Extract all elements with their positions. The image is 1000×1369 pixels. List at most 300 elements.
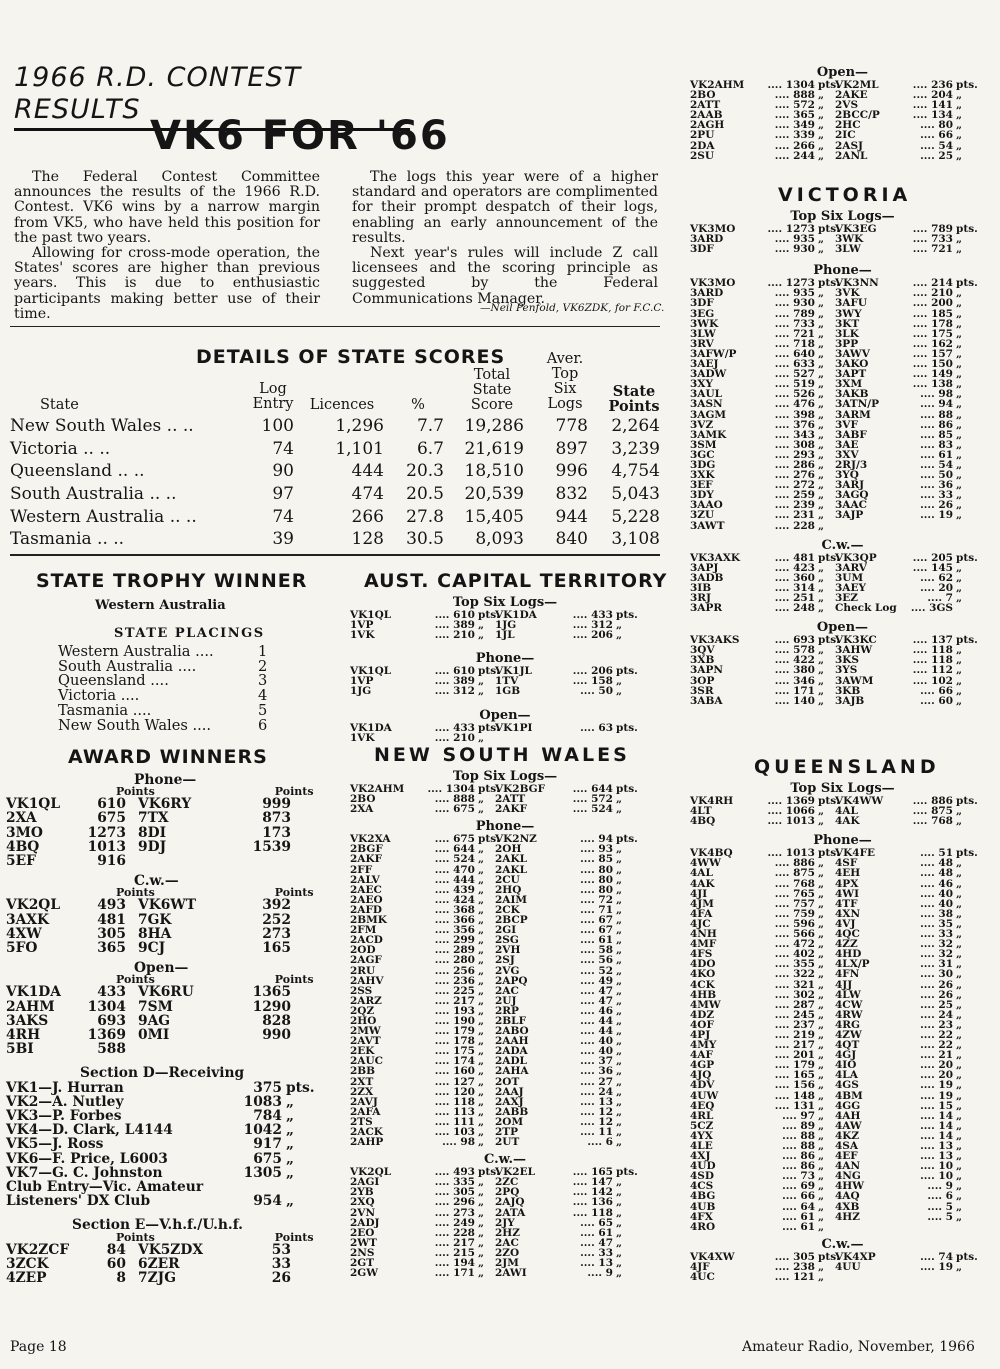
result-row xyxy=(690,603,995,613)
score: .... 118 xyxy=(572,1206,613,1219)
award-points: 990 xyxy=(262,1027,291,1044)
score: .... 118 xyxy=(434,1095,475,1108)
state-points: 4,754 xyxy=(611,461,660,482)
call-sign: 4OF xyxy=(690,1018,714,1031)
unit: „ xyxy=(818,602,825,615)
score: .... 26 xyxy=(920,499,953,512)
score: .... 10 xyxy=(920,1170,953,1183)
score: .... 171 xyxy=(774,684,815,697)
placing-state: Tasmania .... xyxy=(58,701,152,719)
unit: „ xyxy=(818,1140,825,1152)
call-sign: 4FX xyxy=(690,1210,713,1223)
call-sign: 4HD xyxy=(835,948,862,961)
unit: „ xyxy=(818,1150,825,1163)
award-call: 4BQ xyxy=(6,838,40,855)
receiving-points: 675 xyxy=(253,1150,282,1167)
average-top-six: 944 xyxy=(555,506,588,527)
unit: „ xyxy=(818,479,825,492)
call-sign: 4IO xyxy=(835,1059,857,1072)
call-sign: 2ABO xyxy=(495,1025,529,1038)
unit: „ xyxy=(616,1045,623,1058)
score: .... 305 xyxy=(774,1250,815,1263)
score: .... 238 xyxy=(774,1260,815,1273)
receiving-points: 375 xyxy=(253,1079,282,1096)
score: .... 236 xyxy=(434,974,475,987)
total-score: 15,405 xyxy=(464,506,524,527)
state-row xyxy=(10,438,660,461)
score: .... 245 xyxy=(774,1008,815,1021)
score: .... 19 xyxy=(920,1089,953,1102)
receiving-name: VK2—A. Nutley xyxy=(6,1093,124,1110)
score: .... 19 xyxy=(920,1260,953,1273)
call-sign: 4FN xyxy=(835,968,860,981)
score: .... 193 xyxy=(434,1004,475,1017)
award-points: 365 xyxy=(97,940,126,957)
col-header-licences: Licences xyxy=(309,397,375,413)
score: .... 6 xyxy=(587,1136,613,1149)
unit: „ xyxy=(956,857,963,870)
unit: „ xyxy=(616,893,623,906)
score: .... 25 xyxy=(920,998,953,1011)
score: .... 88 xyxy=(782,1140,815,1152)
unit: „ xyxy=(818,1210,825,1223)
score: .... 26 xyxy=(920,978,953,991)
unit: „ xyxy=(616,1075,623,1088)
score: .... 175 xyxy=(912,327,953,340)
result-row xyxy=(350,1137,660,1147)
award-points xyxy=(181,1042,291,1056)
call-sign: VK2QL xyxy=(350,1166,392,1179)
call-sign: VK2AHM xyxy=(690,79,745,91)
unit: „ xyxy=(478,934,485,947)
unit: „ xyxy=(956,317,963,330)
placing-state: Queensland .... xyxy=(58,672,169,690)
receiving-points: 784 xyxy=(253,1108,282,1125)
call-sign: 4NH xyxy=(690,928,717,941)
unit: „ xyxy=(818,1220,825,1233)
unit: „ xyxy=(818,519,825,532)
score: .... 244 xyxy=(774,149,815,162)
call-sign: 3KB xyxy=(835,684,861,697)
score: .... 94 xyxy=(580,833,613,846)
points-label: Points xyxy=(116,973,155,987)
score: .... 286 xyxy=(774,458,815,471)
score: .... 111 xyxy=(434,1115,475,1128)
score: .... 228 xyxy=(434,1226,475,1239)
vhf-points: 8 xyxy=(116,1270,126,1287)
call-sign: 3APN xyxy=(690,664,723,677)
unit: „ xyxy=(616,924,623,937)
score: .... 314 xyxy=(774,581,815,594)
licences: 1,101 xyxy=(335,438,384,459)
section-e-label: Section E—V.h.f./U.h.f. xyxy=(72,1217,243,1234)
score: .... 145 xyxy=(912,561,953,574)
call-sign: 4JI xyxy=(690,887,708,900)
unit: „ xyxy=(478,1186,485,1199)
score: .... 33 xyxy=(920,928,953,941)
section-label-act-top6: Top Six Logs— xyxy=(452,595,558,610)
call-sign: 2NS xyxy=(350,1246,375,1259)
vic-results xyxy=(690,210,995,706)
call-sign: 3ARJ xyxy=(835,479,865,492)
unit: „ xyxy=(818,368,825,381)
unit: „ xyxy=(616,1257,623,1270)
unit: „ xyxy=(956,307,963,320)
call-sign: 2JY xyxy=(495,1216,515,1229)
state-row xyxy=(10,505,660,528)
call-sign: 3DF xyxy=(690,297,714,310)
score: .... 44 xyxy=(580,1014,613,1027)
unit: „ xyxy=(616,974,623,987)
placing-position: 4 xyxy=(258,687,268,705)
score: .... 65 xyxy=(580,1216,613,1229)
score: .... 205 xyxy=(912,551,953,564)
score: .... 22 xyxy=(920,1039,953,1052)
call-sign: 2ATT xyxy=(690,99,721,112)
unit: „ xyxy=(956,1018,963,1031)
unit: „ xyxy=(616,1186,623,1199)
call-sign: 3AMK xyxy=(690,428,727,441)
score: .... 26 xyxy=(920,988,953,1001)
unit: „ xyxy=(616,1014,623,1027)
score: .... 272 xyxy=(774,479,815,492)
score: .... 142 xyxy=(572,1186,613,1199)
call-sign: 3AJB xyxy=(835,694,865,707)
unit: „ xyxy=(818,458,825,471)
call-sign: 2RJ/3 xyxy=(835,458,868,471)
state-name: Queensland .. .. xyxy=(10,461,145,482)
unit: „ xyxy=(956,378,963,391)
award-call: 5EF xyxy=(6,853,36,870)
unit: „ xyxy=(478,924,485,937)
unit: „ xyxy=(956,1059,963,1072)
call-sign: 3ARM xyxy=(835,408,871,421)
unit: pts. xyxy=(478,665,500,678)
score: .... 85 xyxy=(580,853,613,866)
call-sign: 2BO xyxy=(690,89,716,102)
score: .... 71 xyxy=(580,903,613,916)
unit: „ xyxy=(956,887,963,900)
unit: „ xyxy=(818,428,825,441)
score: .... 1273 xyxy=(767,223,815,235)
unit: „ xyxy=(818,418,825,431)
call-sign: 4SA xyxy=(835,1140,859,1152)
unit: „ xyxy=(956,509,963,522)
score: .... 675 xyxy=(434,803,475,816)
percent: 30.5 xyxy=(406,529,444,550)
call-sign: 4CW xyxy=(835,998,863,1011)
score: .... 27 xyxy=(580,1075,613,1088)
receiving-name: Listeners' DX Club xyxy=(6,1193,151,1210)
call-sign: 4YX xyxy=(690,1129,713,1142)
call-sign: 1VP xyxy=(350,619,374,632)
score: .... 789 xyxy=(912,223,953,235)
unit: pts. xyxy=(818,634,840,647)
score: .... 103 xyxy=(434,1126,475,1138)
unit: „ xyxy=(818,938,825,951)
results-list-qld-top6 xyxy=(690,796,995,826)
score: .... 50 xyxy=(920,469,953,482)
call-sign: 2AFD xyxy=(350,903,383,916)
score: .... 644 xyxy=(572,783,613,795)
call-sign: 4RL xyxy=(690,1109,714,1122)
placing-state: New South Wales .... xyxy=(58,716,212,734)
unit: „ xyxy=(956,119,963,132)
call-sign: 2AFA xyxy=(350,1105,381,1118)
award-call: 0MI xyxy=(138,1027,170,1044)
call-sign: 2PQ xyxy=(495,1186,520,1199)
call-sign: 1GB xyxy=(495,685,521,698)
score: .... 88 xyxy=(920,408,953,421)
call-sign: 2ALV xyxy=(350,873,380,886)
call-sign: 3YS xyxy=(835,664,858,677)
score: .... 127 xyxy=(434,1075,475,1088)
call-sign: 2BGF xyxy=(350,843,383,856)
score: .... 22 xyxy=(920,1028,953,1041)
col-header-state-points: State Points xyxy=(608,383,660,415)
score: .... 389 xyxy=(434,675,475,688)
score: .... 376 xyxy=(774,418,815,431)
trophy-winner: Western Australia xyxy=(95,598,226,613)
call-sign: 2AHP xyxy=(350,1136,384,1149)
call-sign xyxy=(835,521,907,531)
vhf-call: 4ZEP xyxy=(6,1270,47,1287)
unit xyxy=(953,603,973,613)
call-sign: 4WW xyxy=(690,857,721,870)
receiving-name: VK4—D. Clark, L4144 xyxy=(6,1122,173,1139)
call-sign: 4LX/P xyxy=(835,958,870,971)
unit: „ xyxy=(616,1105,623,1118)
unit: „ xyxy=(956,867,963,880)
score: .... 37 xyxy=(580,1055,613,1068)
award-row xyxy=(6,1014,326,1028)
unit: „ xyxy=(478,883,485,896)
call-sign: 4UB xyxy=(690,1200,716,1213)
unit: „ xyxy=(818,654,825,667)
score: .... 524 xyxy=(434,853,475,866)
call-sign: 2AIM xyxy=(495,893,527,906)
points-label: Points xyxy=(116,886,155,900)
score: .... 61 xyxy=(782,1220,815,1233)
call-sign: 2ADA xyxy=(495,1045,528,1058)
call-sign: 2AKE xyxy=(835,89,868,102)
call-sign: 1JG xyxy=(350,685,372,698)
call-sign: VK3QP xyxy=(835,551,877,564)
unit: „ xyxy=(956,489,963,502)
results-list-act-phone xyxy=(350,666,660,696)
award-points: 1290 xyxy=(252,998,291,1015)
score: .... 19 xyxy=(920,509,953,522)
award-call xyxy=(126,854,181,868)
award-row xyxy=(6,854,326,868)
award-points: 493 xyxy=(97,897,126,914)
call-sign: 2AHV xyxy=(350,974,384,987)
unit: pts. xyxy=(956,795,978,807)
unit: „ xyxy=(478,944,485,957)
unit: „ xyxy=(616,954,623,967)
score: .... 80 xyxy=(580,873,613,886)
unit: „ xyxy=(956,877,963,890)
score: .... 524 xyxy=(572,803,613,816)
call-sign: 2TP xyxy=(495,1126,519,1138)
unit: „ xyxy=(956,1069,963,1082)
award-call: 3AKS xyxy=(6,1012,49,1029)
call-sign: 3AEY xyxy=(835,581,866,594)
receiving-unit: „ xyxy=(286,1093,294,1110)
unit: „ xyxy=(616,1126,623,1138)
result-row xyxy=(690,696,995,706)
call-sign: 3RJ xyxy=(690,592,711,604)
score: .... 527 xyxy=(774,368,815,381)
score: .... 610 xyxy=(434,665,475,678)
award-points: 165 xyxy=(262,940,291,957)
col-header-average: Aver. Top Six Logs xyxy=(546,351,584,412)
score: .... 765 xyxy=(774,887,815,900)
unit: „ xyxy=(478,1014,485,1027)
unit: „ xyxy=(956,998,963,1011)
unit: pts. xyxy=(818,277,840,290)
score: .... 733 xyxy=(774,317,815,330)
score: .... 80 xyxy=(580,883,613,896)
score: .... 175 xyxy=(434,1045,475,1058)
call-sign: 2ZC xyxy=(495,1176,519,1189)
score: .... 201 xyxy=(774,1049,815,1062)
unit: „ xyxy=(818,684,825,697)
call-sign: 3XY xyxy=(690,378,713,391)
unit: „ xyxy=(956,297,963,310)
award-call: 4RH xyxy=(6,1027,41,1044)
unit: „ xyxy=(818,917,825,930)
trophy-title: STATE TROPHY WINNER xyxy=(36,570,308,592)
call-sign: 1VK xyxy=(350,629,375,642)
score: .... 355 xyxy=(774,958,815,971)
receiving-row xyxy=(6,1180,326,1194)
score: .... 156 xyxy=(774,1079,815,1092)
vhf-call: VK5ZDX xyxy=(138,1241,204,1258)
score: .... 433 xyxy=(434,721,475,734)
unit: „ xyxy=(818,317,825,330)
call-sign: VK1DA xyxy=(495,609,537,621)
unit: „ xyxy=(818,307,825,320)
score: .... 47 xyxy=(580,984,613,997)
call-sign: 3PP xyxy=(835,337,859,350)
vhf-points: 33 xyxy=(271,1255,291,1272)
unit: „ xyxy=(818,287,825,300)
score: .... 1369 xyxy=(767,795,815,807)
unit: „ xyxy=(818,674,825,687)
score: .... 50 xyxy=(580,685,613,698)
col-header-log-entry: Log Entry xyxy=(252,381,294,412)
vhf-points: 60 xyxy=(106,1255,126,1272)
placing-position: 1 xyxy=(258,643,268,660)
result-row xyxy=(690,1222,995,1232)
unit: pts. xyxy=(616,665,638,678)
vhf-call: 6ZER xyxy=(138,1255,180,1272)
unit: „ xyxy=(818,561,825,574)
score: .... 721 xyxy=(774,327,815,340)
score: .... 476 xyxy=(774,398,815,411)
results-list-act-top6 xyxy=(350,610,660,640)
unit: pts. xyxy=(818,795,840,807)
call-sign: 4RO xyxy=(690,1220,716,1233)
award-category-cw: C.w.— xyxy=(134,873,179,890)
call-sign: 4AL xyxy=(690,867,713,880)
unit: „ xyxy=(478,1045,485,1058)
state-points: 2,264 xyxy=(611,416,660,437)
unit: „ xyxy=(956,592,963,604)
score: .... 718 xyxy=(774,337,815,350)
unit: pts. xyxy=(818,79,840,91)
unit: „ xyxy=(818,337,825,350)
award-call: 8DI xyxy=(138,824,167,841)
unit: „ xyxy=(956,358,963,371)
unit: pts. xyxy=(818,223,840,235)
score: .... 321 xyxy=(774,978,815,991)
call-sign: 4XN xyxy=(835,907,861,920)
unit: „ xyxy=(478,1115,485,1128)
state-name: New South Wales .. .. xyxy=(10,416,194,437)
score: .... 190 xyxy=(434,1014,475,1027)
call-sign: VK4XP xyxy=(835,1250,876,1263)
awards-title: AWARD WINNERS xyxy=(68,746,268,768)
call-sign: 4SF xyxy=(835,857,858,870)
state-name: Western Australia .. .. xyxy=(10,506,197,527)
call-sign: 3DF xyxy=(690,243,714,256)
unit: „ xyxy=(956,243,963,256)
score: .... 305 xyxy=(434,1186,475,1199)
score: .... 217 xyxy=(434,994,475,1007)
result-row xyxy=(350,804,660,814)
score: .... 140 xyxy=(774,694,815,707)
award-row xyxy=(6,941,326,955)
score: .... 215 xyxy=(434,1246,475,1259)
score: .... 137 xyxy=(912,634,953,647)
receiving-unit: „ xyxy=(286,1164,294,1181)
call-sign: 2AUC xyxy=(350,1055,383,1068)
score: .... 30 xyxy=(920,968,953,981)
score: .... 888 xyxy=(774,89,815,102)
call-sign: 4CS xyxy=(690,1180,714,1193)
score: .... 566 xyxy=(774,928,815,941)
call-sign: 2AKF xyxy=(495,803,528,816)
log-entry: 39 xyxy=(272,529,294,550)
call-sign: 3AKO xyxy=(835,358,869,371)
unit: „ xyxy=(818,581,825,594)
score: .... 80 xyxy=(920,119,953,132)
call-sign: VK1PI xyxy=(495,721,533,734)
call-sign: 2UT xyxy=(495,1136,520,1149)
score: .... 693 xyxy=(774,634,815,647)
unit: „ xyxy=(616,1267,623,1280)
unit: „ xyxy=(818,1180,825,1193)
score: .... 472 xyxy=(774,938,815,951)
call-sign: 4GP xyxy=(690,1059,715,1072)
call-sign: 3VK xyxy=(835,287,860,300)
call-sign: VK2AHM xyxy=(350,783,405,795)
unit: „ xyxy=(478,1004,485,1017)
unit: pts. xyxy=(616,721,638,734)
state-points: 5,228 xyxy=(611,506,660,527)
score: .... 19 xyxy=(920,1079,953,1092)
call-sign: 2MW xyxy=(350,1025,381,1038)
score: .... 47 xyxy=(580,994,613,1007)
vhf-points: 26 xyxy=(271,1270,291,1287)
signature: —Neil Penfold, VK6ZDK, for F.C.C. xyxy=(480,302,665,314)
unit: „ xyxy=(478,1176,485,1189)
score: .... 287 xyxy=(774,998,815,1011)
score: .... 236 xyxy=(912,79,953,91)
award-points: 392 xyxy=(262,897,291,914)
